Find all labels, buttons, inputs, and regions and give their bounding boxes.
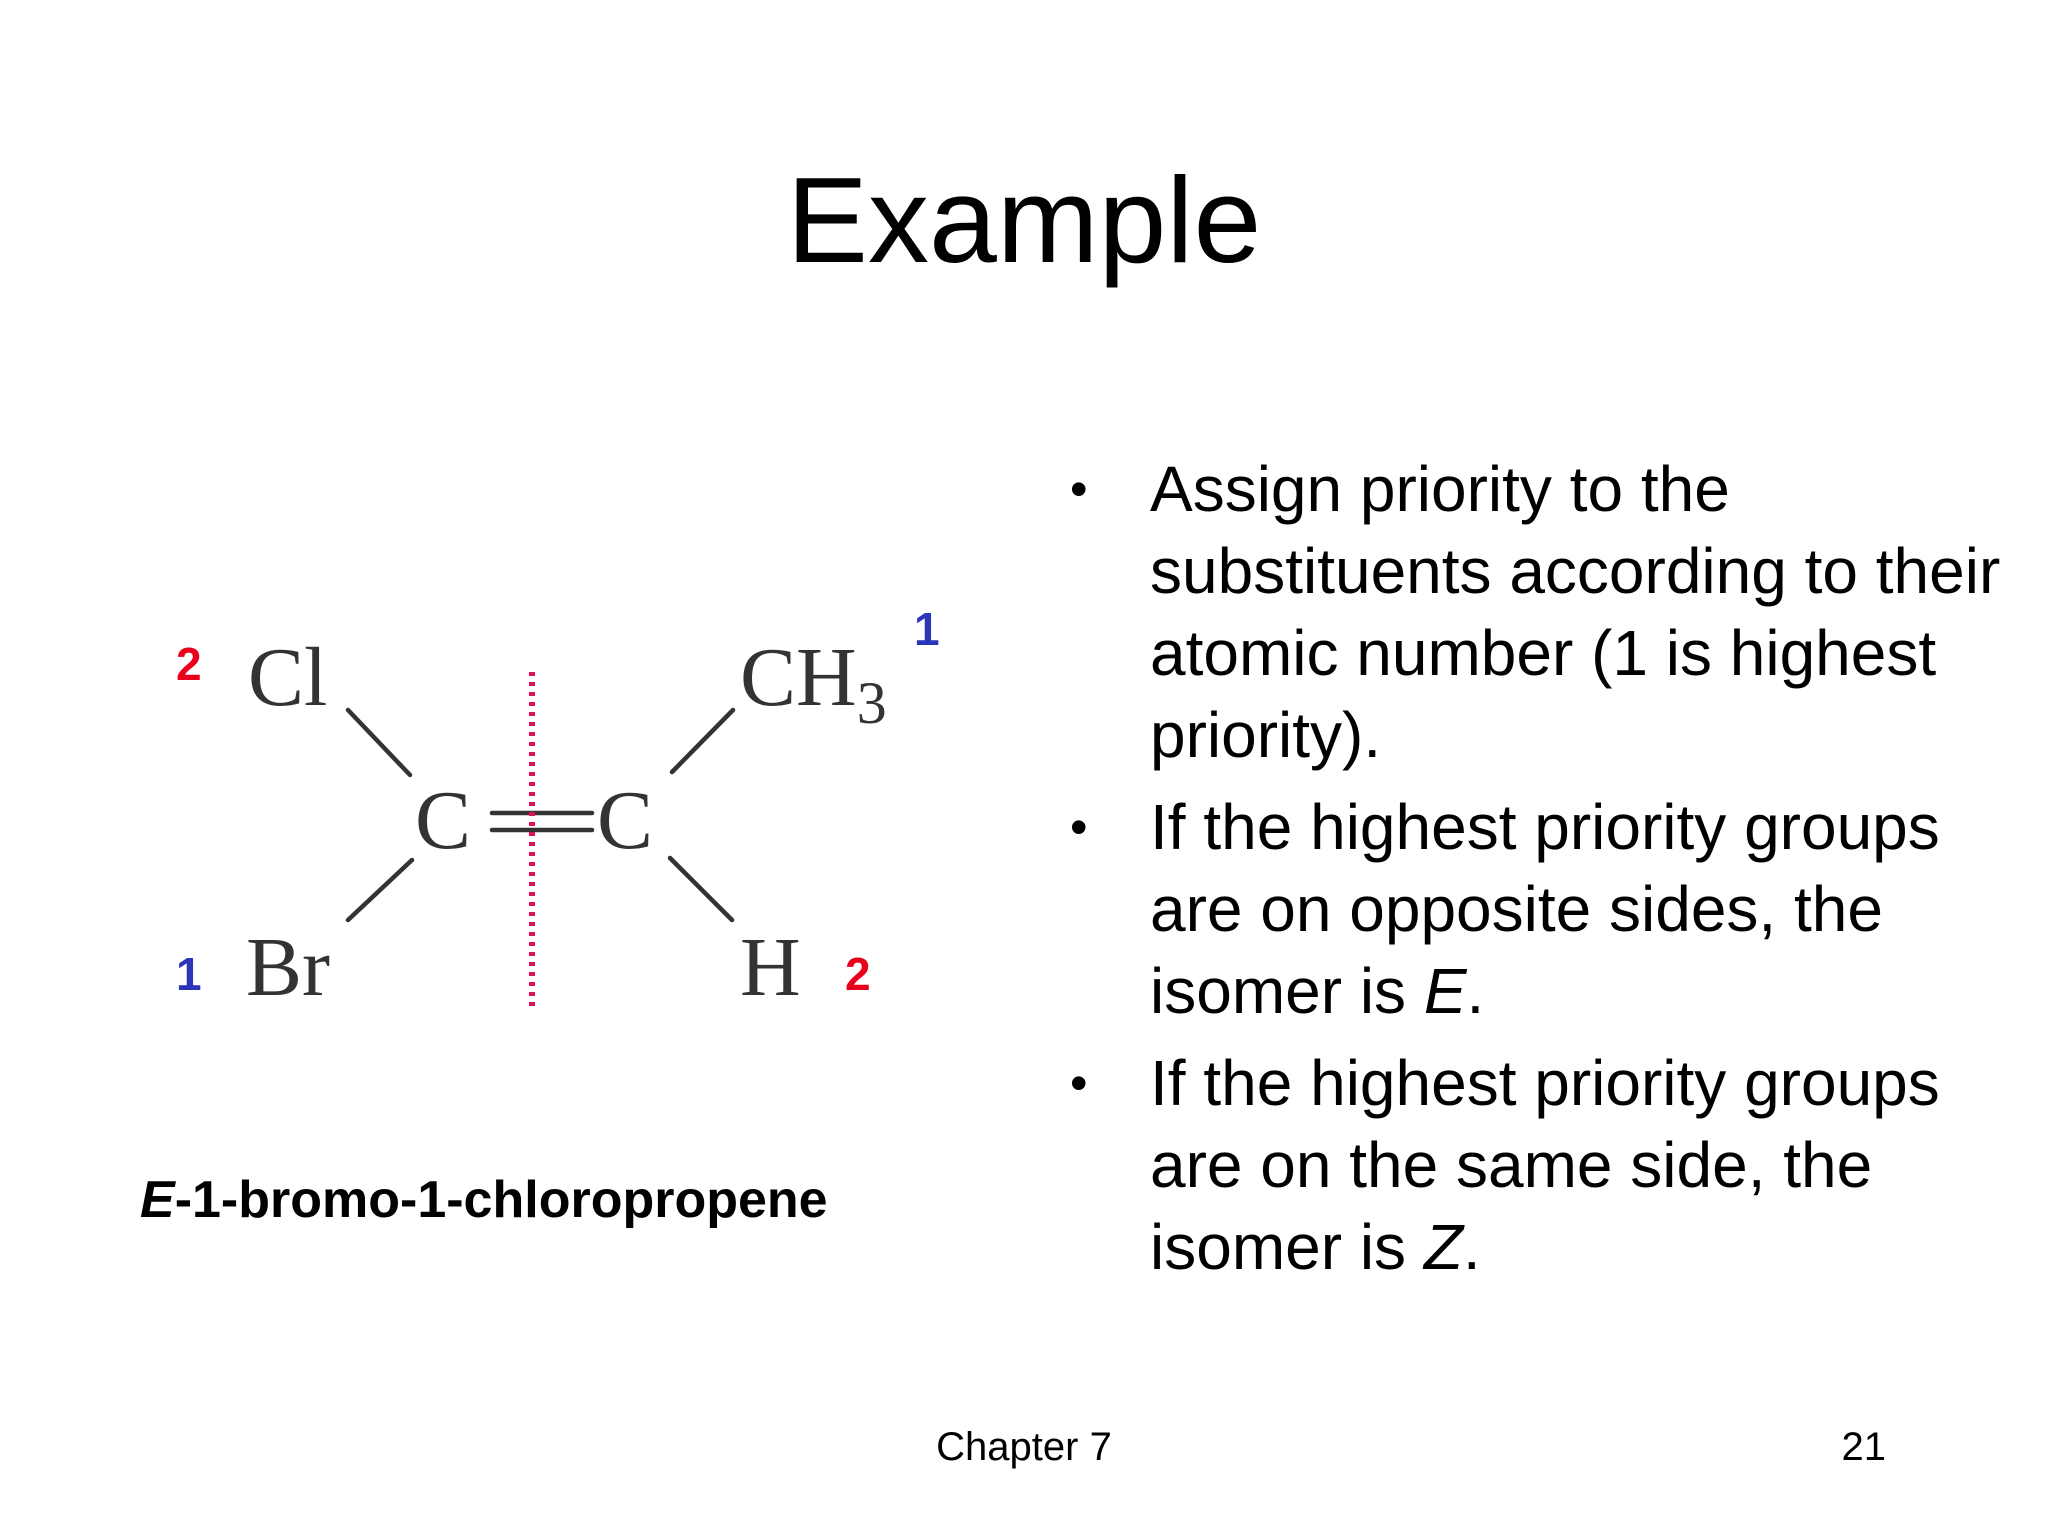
- slide-title: Example: [786, 152, 1262, 288]
- molecule-diagram: [0, 0, 1000, 1100]
- caption-isomer-prefix: E: [140, 1171, 175, 1229]
- atom-h: H: [740, 921, 801, 1014]
- bond-h-c: [670, 858, 732, 920]
- molecule-name-caption: [140, 1170, 828, 1230]
- bullet-list: [1070, 448, 2010, 1298]
- priority-ch3: 1: [914, 603, 940, 655]
- bullet-text: If the highest priority groups are on the same side, the isomer is: [1150, 1047, 1940, 1283]
- bullet-text: Assign priority to the substituents according to their atomic number (1 is highest priority).: [1150, 453, 2001, 771]
- bullet-text-end: .: [1466, 955, 1485, 1027]
- bullet-item: [1070, 1042, 2010, 1288]
- bond-ch3-c: [672, 710, 733, 772]
- bullet-item: [1070, 786, 2010, 1032]
- atom-c-right: C: [597, 774, 654, 867]
- bond-br-c: [348, 860, 412, 920]
- bullet-text: If the highest priority groups are on opposite sides, the isomer is: [1150, 791, 1940, 1027]
- priority-cl: 2: [176, 638, 202, 690]
- isomer-letter: Z: [1423, 1211, 1463, 1283]
- bullet-text-end: .: [1462, 1211, 1481, 1283]
- bullet-dot-icon: •: [1070, 461, 1088, 517]
- atom-ch3: $CH_3$: [740, 631, 887, 736]
- bullet-dot-icon: •: [1070, 1055, 1088, 1111]
- footer-chapter: Chapter 7: [936, 1425, 1112, 1469]
- priority-h: 2: [845, 948, 871, 1000]
- atom-br: Br: [246, 921, 330, 1014]
- atom-cl: Cl: [248, 631, 328, 724]
- footer-page-number: 21: [1841, 1425, 1886, 1469]
- atom-c-left: C: [415, 774, 472, 867]
- priority-br: 1: [176, 948, 202, 1000]
- bullet-item: [1070, 448, 2010, 776]
- bullet-dot-icon: •: [1070, 799, 1088, 855]
- bond-cl-c: [348, 710, 410, 775]
- isomer-letter: E: [1423, 955, 1467, 1027]
- caption-text: -1-bromo-1-chloropropene: [174, 1171, 828, 1229]
